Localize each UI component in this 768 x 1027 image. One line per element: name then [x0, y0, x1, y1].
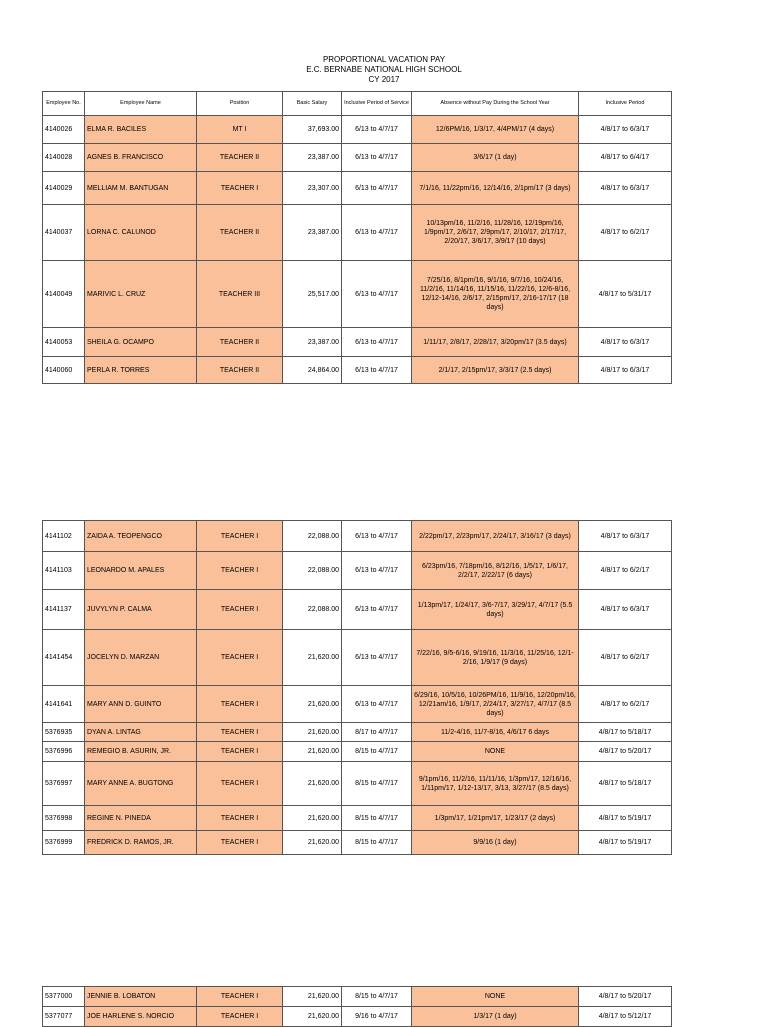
inclusive-period-cell: 4/8/17 to 6/3/17 — [579, 116, 672, 144]
table-body — [43, 987, 672, 1027]
basic-salary-cell: 25,517.00 — [283, 261, 342, 328]
service-period-cell: 6/13 to 4/7/17 — [342, 205, 412, 261]
inclusive-period-cell: 4/8/17 to 5/20/17 — [579, 742, 672, 762]
service-period-cell: 6/13 to 4/7/17 — [342, 261, 412, 328]
employee-name-cell: REGINE N. PINEDA — [85, 806, 197, 831]
employee-no-cell: 5376997 — [43, 762, 85, 806]
basic-salary-cell: 22,088.00 — [283, 590, 342, 630]
employee-no-cell: 5377000 — [43, 987, 85, 1007]
employee-name-cell: ELMA R. BACILES — [85, 116, 197, 144]
service-period-cell: 8/15 to 4/7/17 — [342, 806, 412, 831]
service-period-cell: 9/16 to 4/7/17 — [342, 1007, 412, 1027]
employee-name-cell: JOE HARLENE S. NORCIO — [85, 1007, 197, 1027]
position-cell: TEACHER I — [197, 590, 283, 630]
employee-name-cell: MARIVIC L. CRUZ — [85, 261, 197, 328]
employee-no-cell: 5376999 — [43, 831, 85, 855]
service-period-cell: 6/13 to 4/7/17 — [342, 357, 412, 384]
service-period-cell: 6/13 to 4/7/17 — [342, 686, 412, 723]
header-row — [43, 92, 672, 116]
absence-cell: NONE — [412, 742, 579, 762]
absence-cell: 1/3/17 (1 day) — [412, 1007, 579, 1027]
position-cell: TEACHER I — [197, 521, 283, 552]
service-period-cell: 6/13 to 4/7/17 — [342, 590, 412, 630]
employee-no-cell: 5376935 — [43, 723, 85, 742]
absence-cell: 10/13pm/16, 11/2/16, 11/28/16, 12/19pm/16, 1/9pm/17, 2/6/17, 2/9pm/17, 2/10/17, 2/17/17, 2/20/17, 3/6/17, 3/9/17 (10 days) — [412, 205, 579, 261]
header-absence-without-pay: Absence without Pay During the School Year — [412, 92, 579, 116]
employee-no-cell: 4140053 — [43, 328, 85, 357]
absence-cell: 12/6PM/16, 1/3/17, 4/4PM/17 (4 days) — [412, 116, 579, 144]
inclusive-period-cell: 4/8/17 to 5/18/17 — [579, 762, 672, 806]
calendar-year: CY 2017 — [368, 75, 400, 84]
basic-salary-cell: 21,620.00 — [283, 831, 342, 855]
basic-salary-cell: 21,620.00 — [283, 630, 342, 686]
position-cell: TEACHER I — [197, 742, 283, 762]
employee-no-cell: 4140026 — [43, 116, 85, 144]
absence-cell: 2/22pm/17, 2/23pm/17, 2/24/17, 3/16/17 (3 days) — [412, 521, 579, 552]
service-period-cell: 8/15 to 4/7/17 — [342, 831, 412, 855]
table-row — [43, 742, 672, 762]
inclusive-period-cell: 4/8/17 to 6/2/17 — [579, 552, 672, 590]
table-row — [43, 552, 672, 590]
employee-name-cell: MARY ANNE A. BUGTONG — [85, 762, 197, 806]
absence-cell: 1/13pm/17, 1/24/17, 3/6-7/17, 3/29/17, 4/7/17 (5.5 days) — [412, 590, 579, 630]
table-row — [43, 806, 672, 831]
employee-no-cell: 4140029 — [43, 172, 85, 205]
school-name: E.C. BERNABE NATIONAL HIGH SCHOOL — [306, 65, 462, 74]
employee-no-cell: 5377077 — [43, 1007, 85, 1027]
service-period-cell: 6/13 to 4/7/17 — [342, 144, 412, 172]
employee-name-cell: JUVYLYN P. CALMA — [85, 590, 197, 630]
inclusive-period-cell: 4/8/17 to 5/31/17 — [579, 261, 672, 328]
employee-name-cell: SHEILA G. OCAMPO — [85, 328, 197, 357]
basic-salary-cell: 24,864.00 — [283, 357, 342, 384]
employee-name-cell: JENNIE B. LOBATON — [85, 987, 197, 1007]
absence-cell: 9/9/16 (1 day) — [412, 831, 579, 855]
basic-salary-cell: 21,620.00 — [283, 987, 342, 1007]
position-cell: TEACHER II — [197, 357, 283, 384]
position-cell: TEACHER II — [197, 328, 283, 357]
basic-salary-cell: 21,620.00 — [283, 686, 342, 723]
employee-no-cell: 5376998 — [43, 806, 85, 831]
basic-salary-cell: 23,387.00 — [283, 144, 342, 172]
header-position: Position — [197, 92, 283, 116]
basic-salary-cell: 21,620.00 — [283, 762, 342, 806]
basic-salary-cell: 22,088.00 — [283, 552, 342, 590]
absence-cell: 7/25/16, 8/1pm/16, 9/1/16, 9/7/16, 10/24/16, 11/2/16, 11/14/16, 11/15/16, 11/22/16, 12/6-8/16, 12/12-14/16, 2/6/17, 2/15pm/17, 2/16-17/17 (18 days) — [412, 261, 579, 328]
service-period-cell: 6/13 to 4/7/17 — [342, 521, 412, 552]
service-period-cell: 6/13 to 4/7/17 — [342, 172, 412, 205]
absence-cell: 1/11/17, 2/8/17, 2/28/17, 3/20pm/17 (3.5 days) — [412, 328, 579, 357]
employee-no-cell: 5376996 — [43, 742, 85, 762]
table-row — [43, 762, 672, 806]
employee-name-cell: PERLA R. TORRES — [85, 357, 197, 384]
service-period-cell: 8/15 to 4/7/17 — [342, 742, 412, 762]
position-cell: TEACHER II — [197, 144, 283, 172]
inclusive-period-cell: 4/8/17 to 6/2/17 — [579, 630, 672, 686]
header-inclusive-period: Inclusive Period — [579, 92, 672, 116]
employee-no-cell: 4140060 — [43, 357, 85, 384]
basic-salary-cell: 21,620.00 — [283, 806, 342, 831]
service-period-cell: 8/15 to 4/7/17 — [342, 987, 412, 1007]
employee-name-cell: FREDRICK D. RAMOS, JR. — [85, 831, 197, 855]
employee-name-cell: REMEGIO B. ASURIN, JR. — [85, 742, 197, 762]
employee-no-cell: 4141102 — [43, 521, 85, 552]
position-cell: TEACHER I — [197, 630, 283, 686]
vacation-pay-table-2 — [42, 520, 672, 855]
position-cell: TEACHER I — [197, 686, 283, 723]
vacation-pay-table-3 — [42, 986, 672, 1027]
employee-name-cell: LEONARDO M. APALES — [85, 552, 197, 590]
basic-salary-cell: 21,620.00 — [283, 723, 342, 742]
employee-name-cell: DYAN A. LINTAG — [85, 723, 197, 742]
table-row — [43, 205, 672, 261]
employee-name-cell: ZAIDA A. TEOPENGCO — [85, 521, 197, 552]
table-row — [43, 328, 672, 357]
basic-salary-cell: 21,620.00 — [283, 742, 342, 762]
service-period-cell: 6/13 to 4/7/17 — [342, 630, 412, 686]
inclusive-period-cell: 4/8/17 to 5/19/17 — [579, 831, 672, 855]
position-cell: TEACHER I — [197, 987, 283, 1007]
table-row — [43, 116, 672, 144]
employee-name-cell: LORNA C. CALUNOD — [85, 205, 197, 261]
basic-salary-cell: 23,387.00 — [283, 205, 342, 261]
employee-no-cell: 4140028 — [43, 144, 85, 172]
absence-cell: 6/23pm/16, 7/18pm/16, 8/12/16, 1/5/17, 1/6/17, 2/2/17, 2/22/17 (6 days) — [412, 552, 579, 590]
inclusive-period-cell: 4/8/17 to 6/2/17 — [579, 205, 672, 261]
position-cell: TEACHER I — [197, 831, 283, 855]
table-body — [43, 116, 672, 384]
absence-cell: 6/29/16, 10/5/16, 10/26PM/16, 11/9/16, 12/20pm/16, 12/21am/16, 1/9/17, 2/24/17, 3/27/17, 4/7/17 (8.5 days) — [412, 686, 579, 723]
inclusive-period-cell: 4/8/17 to 6/3/17 — [579, 521, 672, 552]
service-period-cell: 8/17 to 4/7/17 — [342, 723, 412, 742]
basic-salary-cell: 37,693.00 — [283, 116, 342, 144]
absence-cell: 9/1pm/16, 11/2/16, 11/11/16, 1/3pm/17, 12/16/16, 1/11pm/17, 1/12-13/17, 3/13, 3/27/17 (8.5 days) — [412, 762, 579, 806]
table-row — [43, 686, 672, 723]
table-body — [43, 521, 672, 855]
basic-salary-cell: 21,620.00 — [283, 1007, 342, 1027]
position-cell: TEACHER III — [197, 261, 283, 328]
report-title: PROPORTIONAL VACATION PAY — [322, 55, 446, 64]
vacation-pay-table-1 — [42, 91, 672, 384]
inclusive-period-cell: 4/8/17 to 6/3/17 — [579, 172, 672, 205]
service-period-cell: 6/13 to 4/7/17 — [342, 116, 412, 144]
absence-cell: 3/6/17 (1 day) — [412, 144, 579, 172]
absence-cell: 7/22/16, 9/5-6/16, 9/19/16, 11/3/16, 11/25/16, 12/1-2/16, 1/9/17 (9 days) — [412, 630, 579, 686]
inclusive-period-cell: 4/8/17 to 6/3/17 — [579, 590, 672, 630]
inclusive-period-cell: 4/8/17 to 5/19/17 — [579, 806, 672, 831]
position-cell: TEACHER I — [197, 723, 283, 742]
position-cell: TEACHER I — [197, 762, 283, 806]
table-row — [43, 987, 672, 1007]
position-cell: TEACHER I — [197, 806, 283, 831]
employee-name-cell: AGNES B. FRANCISCO — [85, 144, 197, 172]
table-row — [43, 261, 672, 328]
table-row — [43, 144, 672, 172]
table-row — [43, 831, 672, 855]
employee-name-cell: MELLIAM M. BANTUGAN — [85, 172, 197, 205]
employee-no-cell: 4141137 — [43, 590, 85, 630]
inclusive-period-cell: 4/8/17 to 5/18/17 — [579, 723, 672, 742]
absence-cell: 1/3pm/17, 1/21pm/17, 1/23/17 (2 days) — [412, 806, 579, 831]
table-row — [43, 172, 672, 205]
header-basic-salary: Basic Salary — [283, 92, 342, 116]
document-header — [0, 55, 768, 85]
service-period-cell: 6/13 to 4/7/17 — [342, 552, 412, 590]
absence-cell: 7/1/16, 11/22pm/16, 12/14/16, 2/1pm/17 (3 days) — [412, 172, 579, 205]
employee-no-cell: 4140049 — [43, 261, 85, 328]
employee-no-cell: 4141103 — [43, 552, 85, 590]
position-cell: MT I — [197, 116, 283, 144]
employee-no-cell: 4141454 — [43, 630, 85, 686]
absence-cell: 11/2-4/16, 11/7-8/16, 4/6/17 6 days — [412, 723, 579, 742]
absence-cell: 2/1/17, 2/15pm/17, 3/3/17 (2.5 days) — [412, 357, 579, 384]
inclusive-period-cell: 4/8/17 to 6/2/17 — [579, 686, 672, 723]
basic-salary-cell: 23,387.00 — [283, 328, 342, 357]
inclusive-period-cell: 4/8/17 to 5/12/17 — [579, 1007, 672, 1027]
position-cell: TEACHER I — [197, 552, 283, 590]
service-period-cell: 8/15 to 4/7/17 — [342, 762, 412, 806]
inclusive-period-cell: 4/8/17 to 6/3/17 — [579, 357, 672, 384]
basic-salary-cell: 22,088.00 — [283, 521, 342, 552]
header-inclusive-period-of-service: Inclusive Period of Service — [342, 92, 412, 116]
absence-cell: NONE — [412, 987, 579, 1007]
header-employee-no: Employee No. — [43, 92, 85, 116]
table-row — [43, 521, 672, 552]
table-row — [43, 630, 672, 686]
table-row — [43, 723, 672, 742]
inclusive-period-cell: 4/8/17 to 5/20/17 — [579, 987, 672, 1007]
table-row — [43, 590, 672, 630]
employee-name-cell: MARY ANN D. GUINTO — [85, 686, 197, 723]
inclusive-period-cell: 4/8/17 to 6/4/17 — [579, 144, 672, 172]
header-employee-name: Employee Name — [85, 92, 197, 116]
service-period-cell: 6/13 to 4/7/17 — [342, 328, 412, 357]
employee-name-cell: JOCELYN D. MARZAN — [85, 630, 197, 686]
position-cell: TEACHER I — [197, 1007, 283, 1027]
employee-no-cell: 4141641 — [43, 686, 85, 723]
basic-salary-cell: 23,307.00 — [283, 172, 342, 205]
inclusive-period-cell: 4/8/17 to 6/3/17 — [579, 328, 672, 357]
position-cell: TEACHER II — [197, 205, 283, 261]
employee-no-cell: 4140037 — [43, 205, 85, 261]
table-row — [43, 357, 672, 384]
position-cell: TEACHER I — [197, 172, 283, 205]
